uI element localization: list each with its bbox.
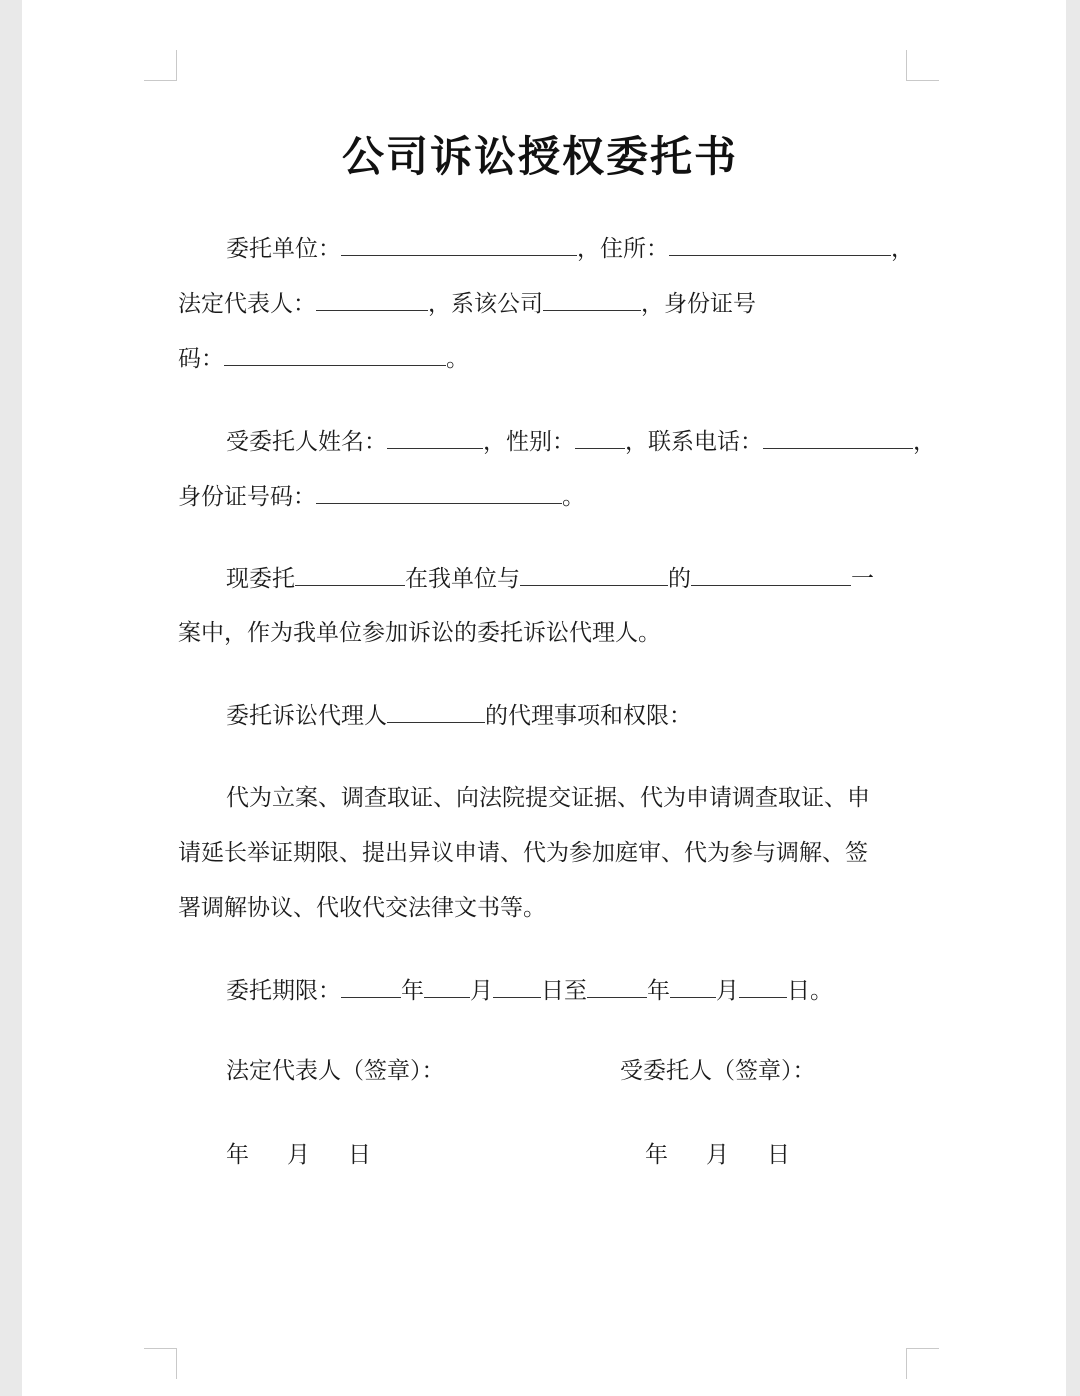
term-day-end: 日。	[787, 978, 833, 1004]
p5-line-1: 代为立案、调查取证、向法院提交证据、代为申请调查取证、申	[226, 785, 870, 811]
left-date-month: 月	[287, 1142, 310, 1168]
p1-line-1	[226, 233, 914, 263]
agent-name-blank-2[interactable]	[387, 700, 485, 723]
agent-name-blank[interactable]	[387, 426, 483, 449]
legal-rep-id-blank[interactable]	[224, 343, 446, 366]
p3-line-2: 案中，作为我单位参加诉讼的委托诉讼代理人。	[178, 620, 661, 646]
end-year-blank[interactable]	[587, 975, 647, 998]
p1-id-label: ，身份证号	[641, 291, 756, 317]
margin-corner-top-left	[144, 50, 177, 81]
end-day-blank[interactable]	[739, 975, 787, 998]
p3-text-a: 现委托	[226, 566, 295, 592]
p1-client-unit-label: 委托单位：	[226, 236, 341, 262]
term-month-1: 月	[470, 978, 493, 1004]
right-date-month: 月	[706, 1142, 729, 1168]
address-blank[interactable]	[669, 233, 891, 256]
p1-line-2	[178, 288, 756, 318]
margin-corner-bottom-right	[906, 1348, 939, 1379]
term-label: 委托期限：	[226, 978, 341, 1004]
agent-phone-label: ，联系电话：	[625, 429, 763, 455]
p5-line-3: 署调解协议、代收代交法律文书等。	[178, 895, 546, 921]
p4-text-a: 委托诉讼代理人	[226, 703, 387, 729]
p3-text-d: 一	[851, 566, 874, 592]
p3-text-b: 在我单位与	[405, 566, 520, 592]
p2-comma: ，	[913, 429, 936, 455]
left-date-year: 年	[226, 1142, 249, 1168]
p1-period: 。	[446, 346, 469, 372]
left-date-day: 日	[348, 1142, 371, 1168]
margin-corner-top-right	[906, 50, 939, 81]
agent-name-label: 受委托人姓名：	[226, 429, 387, 455]
p1-position-label: ，系该公司	[428, 291, 543, 317]
term-day-to: 日至	[541, 978, 587, 1004]
document-page	[22, 0, 1066, 1396]
p2-line-1	[226, 426, 936, 456]
agent-blank[interactable]	[295, 563, 405, 586]
p1-address-label: ，住所：	[577, 236, 669, 262]
agent-phone-blank[interactable]	[763, 426, 913, 449]
client-unit-blank[interactable]	[341, 233, 577, 256]
position-blank[interactable]	[543, 288, 641, 311]
p3-text-c: 的	[668, 566, 691, 592]
legal-rep-date	[226, 1140, 371, 1170]
p6-line	[226, 975, 833, 1005]
term-month-2: 月	[716, 978, 739, 1004]
p1-legal-rep-label: 法定代表人：	[178, 291, 316, 317]
right-date-year: 年	[645, 1142, 668, 1168]
legal-rep-blank[interactable]	[316, 288, 428, 311]
agent-signature-label: 受委托人（签章）：	[620, 1058, 816, 1084]
right-date-day: 日	[767, 1142, 790, 1168]
document-title: 公司诉讼授权委托书	[341, 132, 738, 181]
start-month-blank[interactable]	[424, 975, 470, 998]
opposing-party-blank[interactable]	[520, 563, 668, 586]
p1-line-3	[178, 343, 469, 373]
agent-gender-blank[interactable]	[575, 426, 625, 449]
p1-id-label-cont: 码：	[178, 346, 224, 372]
p5-line-2: 请延长举证期限、提出异议申请、代为参加庭审、代为参与调解、签	[178, 840, 868, 866]
p4-line	[226, 700, 692, 730]
end-month-blank[interactable]	[670, 975, 716, 998]
term-year-1: 年	[401, 978, 424, 1004]
agent-id-label: 身份证号码：	[178, 484, 316, 510]
p1-comma: ，	[891, 236, 914, 262]
p2-period: 。	[562, 484, 585, 510]
agent-date	[645, 1140, 790, 1170]
agent-gender-label: ，性别：	[483, 429, 575, 455]
term-year-2: 年	[647, 978, 670, 1004]
p2-line-2	[178, 481, 585, 511]
agent-id-blank[interactable]	[316, 481, 562, 504]
p4-text-b: 的代理事项和权限：	[485, 703, 692, 729]
start-year-blank[interactable]	[341, 975, 401, 998]
margin-corner-bottom-left	[144, 1348, 177, 1379]
legal-rep-signature-label: 法定代表人（签章）：	[226, 1058, 445, 1084]
case-cause-blank[interactable]	[691, 563, 851, 586]
start-day-blank[interactable]	[493, 975, 541, 998]
p3-line-1	[226, 563, 874, 593]
